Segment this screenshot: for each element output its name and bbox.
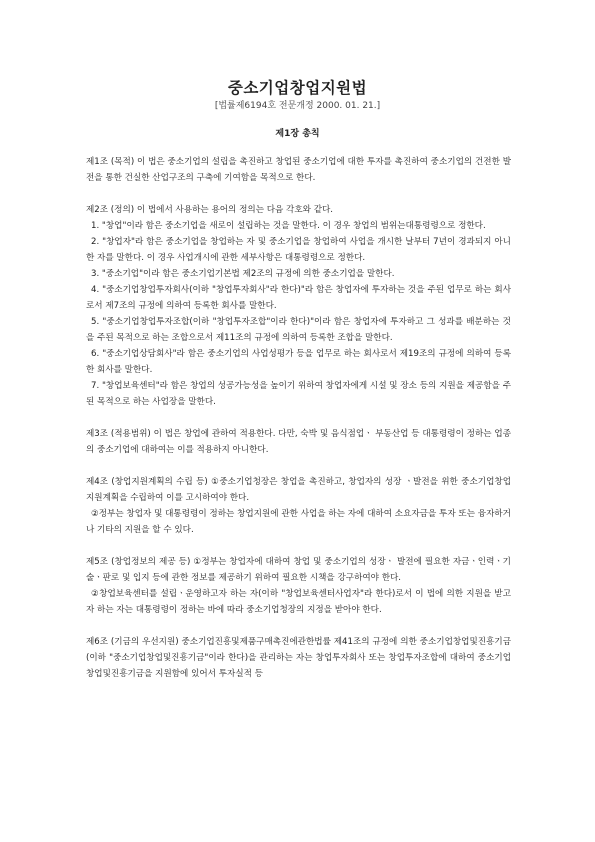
article-1: 제1조 (목적) 이 법은 중소기업의 설립을 촉진하고 창업된 중소기업에 대한 투자를 촉진하여 중소기업의 건전한 발전을 통한 건실한 산업구조의 구축에 기여함을 목적으로 한다. xyxy=(86,157,511,183)
article-2-item-4: 4. "중소기업창업투자회사(이하 "창업투자회사"라 한다)"라 함은 창업자에 투자하는 것을 주된 업무로 하는 회사로서 제7조의 규정에 의하여 등록한 회사를 말한다. xyxy=(86,285,511,311)
article-4-paragraph-2: ②정부는 창업자 및 대통령령이 정하는 창업지원에 관한 사업을 하는 자에 대하여 소요자금을 투자 또는 융자하거나 기타의 지원을 할 수 있다. xyxy=(86,509,511,535)
article-3: 제3조 (적용범위) 이 법은 창업에 관하여 적용한다. 다만, 숙박 및 음식점업ㆍ 부동산업 등 대통령령이 정하는 업종의 중소기업에 대하여는 이를 적용하지 아니한다. xyxy=(86,429,511,455)
document-body xyxy=(86,154,511,682)
article-2-item-5: 5. "중소기업창업투자조합(이하 "창업투자조합"이라 한다)"이라 함은 창업자에 투자하고 그 성과를 배분하는 것을 주된 목적으로 하는 조합으로서 제11조의 규정에 의하여 등록한 조합을 말한다. xyxy=(86,317,511,343)
paragraph-gap xyxy=(86,538,511,554)
article-2-intro: 제2조 (정의) 이 법에서 사용하는 용어의 정의는 다음 각호와 같다. xyxy=(86,205,334,215)
paragraph-gap xyxy=(86,458,511,474)
article-2-item-2: 2. "창업자"라 함은 중소기업을 창업하는 자 및 중소기업을 창업하여 사업을 개시한 날부터 7년이 경과되지 아니한 자를 말한다. 이 경우 사업개시에 관한 세부사항은 대통령령으로 정한다. xyxy=(86,237,511,263)
article-2-item-1: 1. "창업"이라 함은 중소기업을 새로이 설립하는 것을 말한다. 이 경우 창업의 범위는대통령령으로 정한다. xyxy=(91,221,486,231)
article-2-item-7: 7. "창업보육센터"라 함은 창업의 성공가능성을 높이기 위하여 창업자에게 시설 및 장소 등의 지원을 제공함을 주된 목적으로 하는 사업장을 말한다. xyxy=(86,381,511,407)
document-title: 중소기업창업지원법 xyxy=(227,79,368,97)
article-5-paragraph-2: ②창업보육센터를 설립ㆍ운영하고자 하는 자(이하 "창업보육센터사업자"라 한다)로서 이 법에 의한 지원을 받고자 하는 자는 대통령령이 정하는 바에 따라 중소기업청장의 지정을 받아야 한다. xyxy=(86,589,511,615)
article-2-item-3: 3. "중소기업"이라 함은 중소기업기본법 제2조의 규정에 의한 중소기업을 말한다. xyxy=(91,269,395,279)
paragraph-gap xyxy=(86,186,511,202)
paragraph-gap xyxy=(86,410,511,426)
article-4-paragraph-1: 제4조 (창업지원계획의 수립 등) ①중소기업청장은 창업을 촉진하고, 창업자의 성장 ㆍ발전을 위한 중소기업창업지원계획을 수립하여 이를 고시하여야 한다. xyxy=(86,477,511,503)
article-2-item-6: 6. "중소기업상담회사"라 함은 중소기업의 사업성평가 등을 업무로 하는 회사로서 제19조의 규정에 의하여 등록한 회사를 말한다. xyxy=(86,349,511,375)
law-number-subtitle: [법률제6194호 전문개정 2000. 01. 21.] xyxy=(214,101,381,111)
article-6: 제6조 (기금의 우선지원) 중소기업진흥및제품구매촉진에관한법률 제41조의 규정에 의한 중소기업창업및진흥기금(이하 "중소기업창업및진흥기금"이라 한다)을 관리하는 자는 창업투자회사 또는 창업투자조합에 대하여 중소기업창업및진흥기금을 지원함에 있어서 투자실적 등 xyxy=(86,637,511,679)
chapter-heading: 제1장 총칙 xyxy=(275,129,320,139)
article-5-paragraph-1: 제5조 (창업정보의 제공 등) ①정부는 창업자에 대하여 창업 및 중소기업의 성장ㆍ 발전에 필요한 자금ㆍ인력ㆍ기술ㆍ판로 및 입지 등에 관한 정보를 제공하기 위하여 필요한 시책을 강구하여야 한다. xyxy=(86,557,511,583)
paragraph-gap xyxy=(86,618,511,634)
